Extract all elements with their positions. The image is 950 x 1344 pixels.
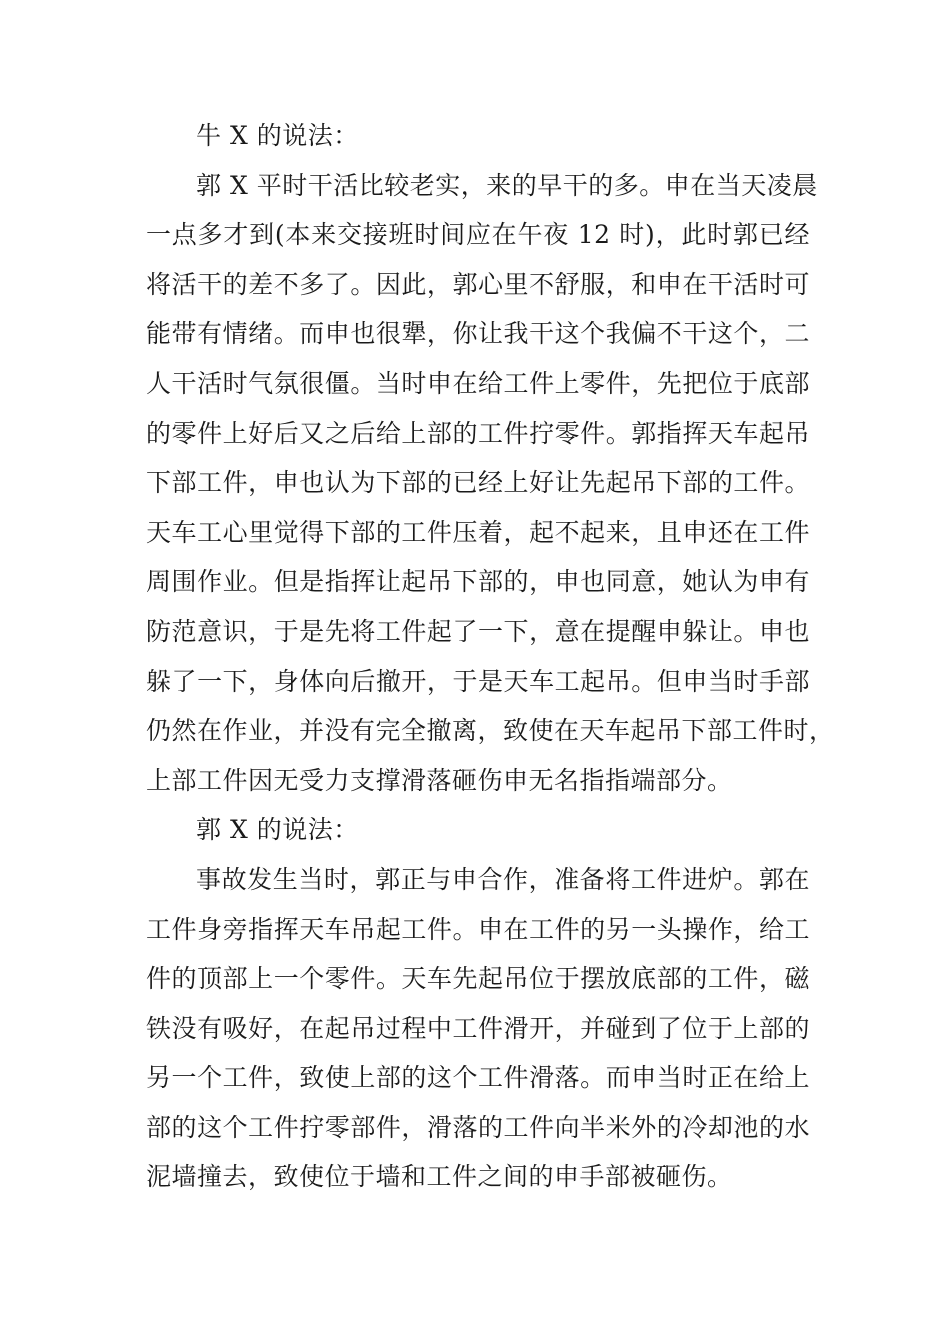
niu-statement-line: 将活干的差不多了。因此，郭心里不舒服，和申在干活时可 xyxy=(146,269,810,299)
niu-statement-line: 天车工心里觉得下部的工件压着，起不起来，且申还在工件 xyxy=(146,517,810,547)
guo-statement-line: 部的这个工件拧零部件，滑落的工件向半米外的冷却池的水 xyxy=(146,1112,810,1142)
guo-statement-line: 泥墙撞去，致使位于墙和工件之间的申手部被砸伤。 xyxy=(146,1162,733,1192)
niu-statement-line: 的零件上好后又之后给上部的工件拧零件。郭指挥天车起吊 xyxy=(146,418,810,448)
niu-statement-line: 躲了一下，身体向后撤开，于是天车工起吊。但申当时手部 xyxy=(146,666,810,696)
guo-statement-line: 件的顶部上一个零件。天车先起吊位于摆放底部的工件，磁 xyxy=(146,964,810,994)
niu-statement-line: 周围作业。但是指挥让起吊下部的，申也同意，她认为申有 xyxy=(146,567,810,597)
guo-statement-line: 事故发生当时，郭正与申合作，准备将工件进炉。郭在 xyxy=(196,864,810,894)
niu-statement-line: 防范意识，于是先将工件起了一下，意在提醒申躲让。申也 xyxy=(146,616,810,646)
document-body xyxy=(146,111,835,1202)
niu-statement-line: 仍然在作业，并没有完全撤离，致使在天车起吊下部工件时， xyxy=(146,716,835,746)
guo-statement-line: 铁没有吸好，在起吊过程中工件滑开，并碰到了位于上部的 xyxy=(146,1013,810,1043)
guo-statement-line: 另一个工件，致使上部的这个工件滑落。而申当时正在给上 xyxy=(146,1063,810,1093)
guo-statement-line: 工件身旁指挥天车吊起工件。申在工件的另一头操作，给工 xyxy=(146,914,810,944)
niu-statement-line: 人干活时气氛很僵。当时申在给工件上零件，先把位于底部 xyxy=(146,368,810,398)
guo-heading: 郭 X 的说法： xyxy=(196,815,359,845)
niu-heading: 牛 X 的说法： xyxy=(196,121,359,150)
niu-statement-line: 一点多才到(本来交接班时间应在午夜 12 时)，此时郭已经 xyxy=(146,220,810,250)
niu-statement-line: 郭 X 平时干活比较老实，来的早干的多。申在当天凌晨 xyxy=(196,170,818,200)
niu-statement-line: 能带有情绪。而申也很犟，你让我干这个我偏不干这个，二 xyxy=(146,319,810,349)
niu-statement-line: 上部工件因无受力支撑滑落砸伤申无名指指端部分。 xyxy=(146,765,733,795)
niu-statement-line: 下部工件，申也认为下部的已经上好让先起吊下部的工件。 xyxy=(146,468,810,498)
